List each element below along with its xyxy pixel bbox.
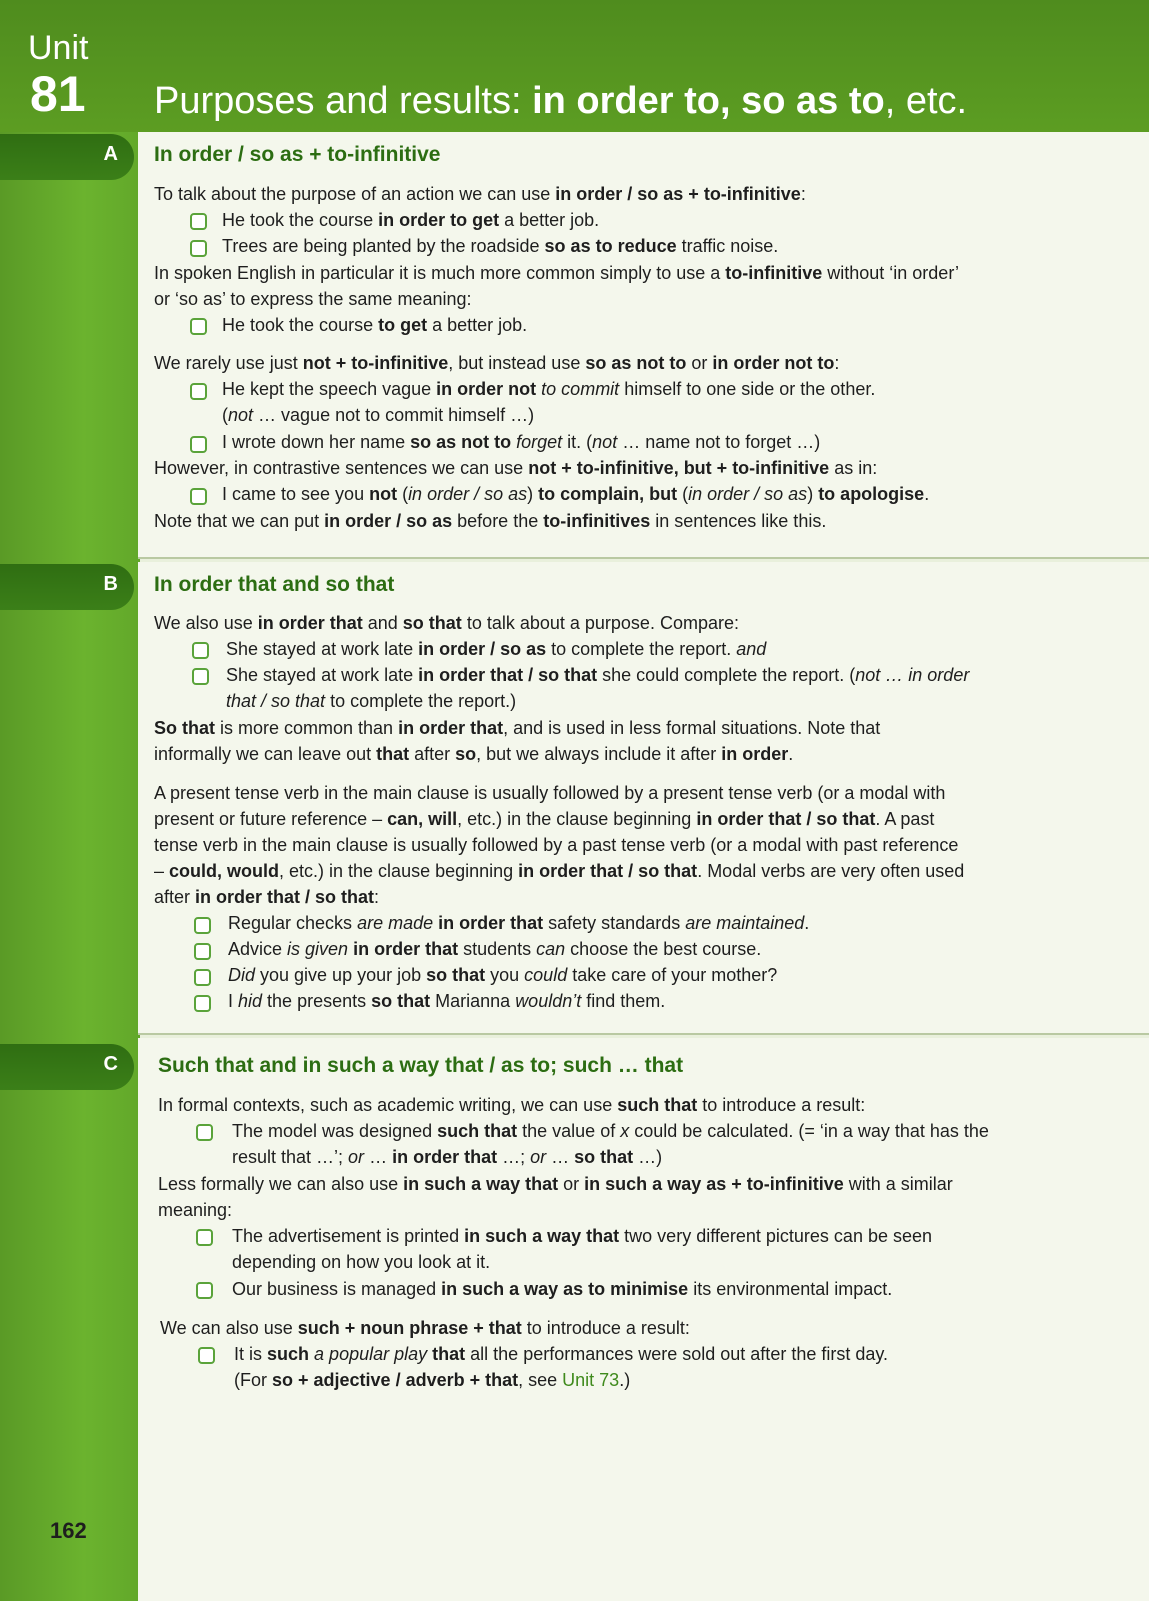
text-line: We rarely use just not + to-infinitive, but instead use so as not to or in order not to: <box>154 353 840 373</box>
example-sentence: I hid the presents so that Marianna wouldn’t find them. <box>228 991 666 1011</box>
example-sentence: The advertisement is printed in such a way that two very different pictures can be seen <box>232 1226 933 1246</box>
section-heading: In order that and so that <box>154 573 395 596</box>
section-heading: In order / so as + to-infinitive <box>154 143 441 166</box>
example-sentence: It is such a popular play that all the performances were sold out after the first day. <box>234 1344 889 1364</box>
example-note: that / so that to complete the report.) <box>226 691 517 711</box>
example-bullet-icon <box>194 995 211 1012</box>
text-line: informally we can leave out that after so, but we always include it after in order. <box>154 744 794 764</box>
text-line: meaning: <box>158 1200 233 1220</box>
example-sentence: The model was designed such that the value of x could be calculated. (= ‘in a way that has the <box>232 1121 989 1141</box>
example-note: (not … vague not to commit himself …) <box>222 405 535 425</box>
example-sentence: Advice is given in order that students can choose the best course. <box>228 939 762 959</box>
page-number: 162 <box>50 1518 87 1543</box>
example-bullet-icon <box>192 642 209 659</box>
example-bullet-icon <box>192 668 209 685</box>
example-sentence: She stayed at work late in order that / so that she could complete the report. (not … in order <box>226 665 970 685</box>
text-line: or ‘so as’ to express the same meaning: <box>154 289 472 309</box>
text-line: after in order that / so that: <box>154 887 380 907</box>
example-sentence: He kept the speech vague in order not to commit himself to one side or the other. <box>222 379 876 399</box>
example-sentence: I came to see you not (in order / so as) to complain, but (in order / so as) to apologise. <box>222 484 930 504</box>
section-divider <box>138 557 1149 559</box>
text-line: However, in contrastive sentences we can use not + to-infinitive, but + to-infinitive as in: <box>154 458 878 478</box>
example-bullet-icon <box>196 1229 213 1246</box>
example-bullet-icon <box>190 213 207 230</box>
example-sentence: I wrote down her name so as not to forget it. (not … name not to forget …) <box>222 432 821 452</box>
text-line: We also use in order that and so that to talk about a purpose. Compare: <box>154 613 739 633</box>
example-bullet-icon <box>194 969 211 986</box>
example-sentence: Did you give up your job so that you could take care of your mother? <box>228 965 778 985</box>
text-line: In formal contexts, such as academic writing, we can use such that to introduce a result: <box>158 1095 866 1115</box>
text-line: tense verb in the main clause is usually followed by a past tense verb (or a modal with past reference <box>154 835 959 855</box>
example-bullet-icon <box>194 943 211 960</box>
text-line: – could, would, etc.) in the clause beginning in order that / so that. Modal verbs are very often used <box>154 861 965 881</box>
example-bullet-icon <box>190 436 207 453</box>
text-line: In spoken English in particular it is much more common simply to use a to-infinitive without ‘in order’ <box>154 263 959 283</box>
section-tab-c: C <box>0 1044 134 1090</box>
example-sentence: Trees are being planted by the roadside so as to reduce traffic noise. <box>222 236 779 256</box>
unit-73-link[interactable]: Unit 73 <box>562 1370 620 1390</box>
text-line: We can also use such + noun phrase + that to introduce a result: <box>160 1318 690 1338</box>
left-sidebar <box>0 0 140 1601</box>
unit-label: Unit <box>28 29 89 67</box>
text-line: Note that we can put in order / so as before the to-infinitives in sentences like this. <box>154 511 827 531</box>
text-line: A present tense verb in the main clause is usually followed by a present tense verb (or a modal with <box>154 783 946 803</box>
example-note: depending on how you look at it. <box>232 1252 491 1272</box>
section-divider <box>138 1033 1149 1035</box>
example-bullet-icon <box>190 240 207 257</box>
text-line: Less formally we can also use in such a way that or in such a way as + to-infinitive with a similar <box>158 1174 953 1194</box>
example-note: result that …’; or … in order that …; or … so that …) <box>232 1147 663 1167</box>
page-title: Purposes and results: in order to, so as to, etc. <box>154 80 968 122</box>
text-line: present or future reference – can, will, etc.) in the clause beginning in order that / so that. A past <box>154 809 935 829</box>
example-bullet-icon <box>194 917 211 934</box>
example-bullet-icon <box>190 488 207 505</box>
example-sentence: She stayed at work late in order / so as to complete the report. and <box>226 639 767 659</box>
unit-number: 81 <box>30 66 86 122</box>
example-sentence: Our business is managed in such a way as to minimise its environmental impact. <box>232 1279 893 1299</box>
text-line: To talk about the purpose of an action we can use in order / so as + to-infinitive: <box>154 184 806 204</box>
example-sentence: He took the course in order to get a better job. <box>222 210 600 230</box>
example-bullet-icon <box>198 1347 215 1364</box>
section-heading: Such that and in such a way that / as to; such … that <box>158 1054 684 1077</box>
section-tab-b: B <box>0 564 134 610</box>
text-line: So that is more common than in order that, and is used in less formal situations. Note that <box>154 718 881 738</box>
example-bullet-icon <box>196 1282 213 1299</box>
example-note: (For so + adjective / adverb + that, see Unit 73.) <box>234 1370 631 1390</box>
example-sentence: Regular checks are made in order that safety standards are maintained. <box>228 913 810 933</box>
example-bullet-icon <box>190 383 207 400</box>
example-bullet-icon <box>196 1124 213 1141</box>
example-bullet-icon <box>190 318 207 335</box>
section-tab-a: A <box>0 134 134 180</box>
example-sentence: He took the course to get a better job. <box>222 315 528 335</box>
